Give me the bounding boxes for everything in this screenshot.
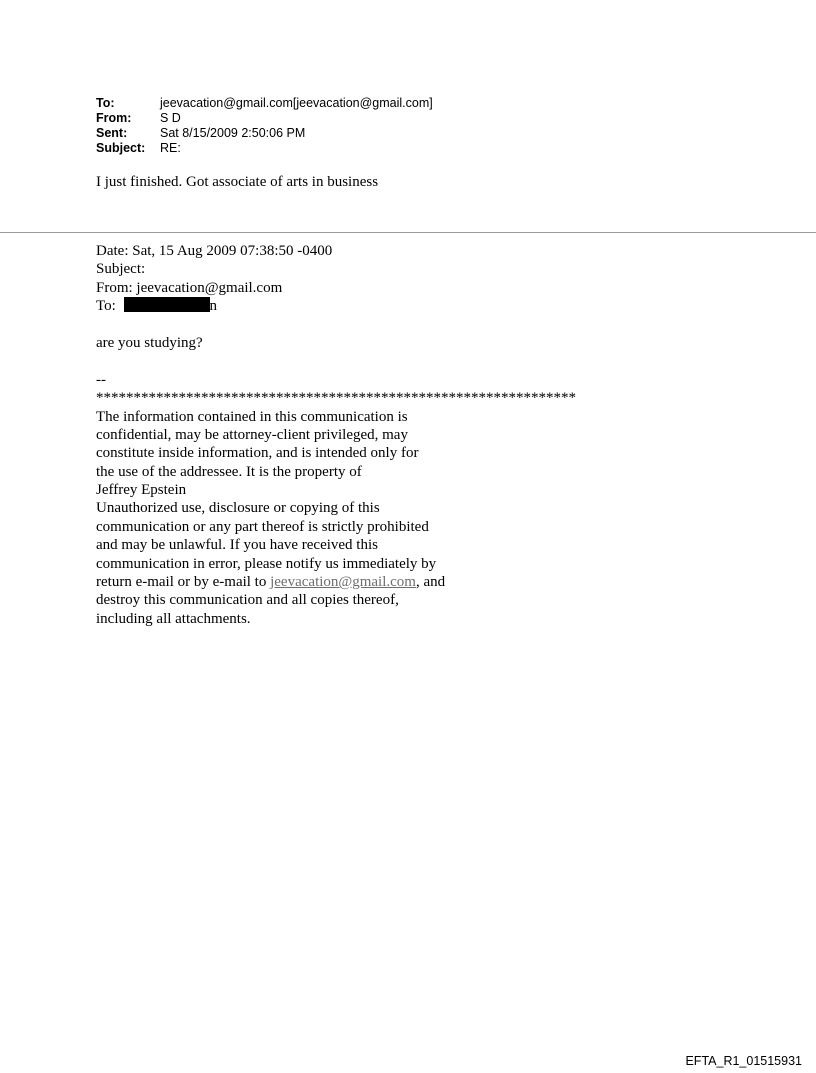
header-from-row: [96, 111, 433, 126]
disclaimer-line: Unauthorized use, disclosure or copying of this: [96, 500, 380, 517]
subject-label: Subject:: [96, 141, 146, 155]
header-to-row: [96, 96, 433, 111]
disclaimer-line: the use of the addressee. It is the property of: [96, 463, 362, 480]
signature-dashes: --: [96, 371, 106, 388]
header-sent-row: [96, 126, 433, 141]
sent-value: Sat 8/15/2009 2:50:06 PM: [160, 126, 306, 140]
quoted-date-line: Date: Sat, 15 Aug 2009 07:38:50 -0400: [96, 243, 333, 259]
from-value: S D: [160, 111, 181, 125]
disclaimer-line: The information contained in this communication is: [96, 408, 408, 425]
to-label: To:: [96, 96, 115, 110]
disclaimer-line: confidential, may be attorney-client privileged, may: [96, 426, 408, 443]
header-subject-row: [96, 141, 433, 156]
from-label: From:: [96, 111, 132, 125]
message-divider: [0, 232, 816, 233]
redaction-tail: n: [209, 298, 218, 315]
document-id: EFTA_R1_01515931: [685, 1054, 802, 1068]
return-suffix: , and: [415, 574, 446, 591]
disclaimer-line: and may be unlawful. If you have received this: [96, 537, 378, 554]
quoted-to-prefix: To:: [96, 298, 120, 315]
redaction-bar: [124, 297, 210, 312]
quoted-subject-line: Subject:: [96, 261, 146, 278]
disclaimer-line: including all attachments.: [96, 610, 251, 627]
quoted-to-line: [96, 297, 576, 315]
quoted-from-line: From: jeevacation@gmail.com: [96, 279, 283, 296]
return-prefix: return e-mail or by e-mail to: [96, 574, 271, 591]
disclaimer-line: communication in error, please notify us immediately by: [96, 555, 437, 572]
sent-label: Sent:: [96, 126, 128, 140]
email-link[interactable]: jeevacation@gmail.com: [270, 574, 416, 591]
disclaimer-line: Jeffrey Epstein: [96, 482, 187, 499]
quoted-body: are you studying?: [96, 334, 203, 351]
email-header: [96, 96, 433, 156]
subject-value: RE:: [160, 141, 181, 155]
disclaimer-return-line: [96, 573, 576, 591]
reply-message-body: I just finished. Got associate of arts in business: [96, 174, 379, 190]
to-value: jeevacation@gmail.com[jeevacation@gmail.com]: [160, 96, 433, 110]
disclaimer-line: destroy this communication and all copies thereof,: [96, 592, 399, 609]
disclaimer-line: constitute inside information, and is intended only for: [96, 445, 419, 462]
quoted-message: [96, 242, 576, 628]
disclaimer-line: communication or any part thereof is strictly prohibited: [96, 518, 429, 535]
signature-asterisks: ****************************************************************: [96, 390, 576, 407]
